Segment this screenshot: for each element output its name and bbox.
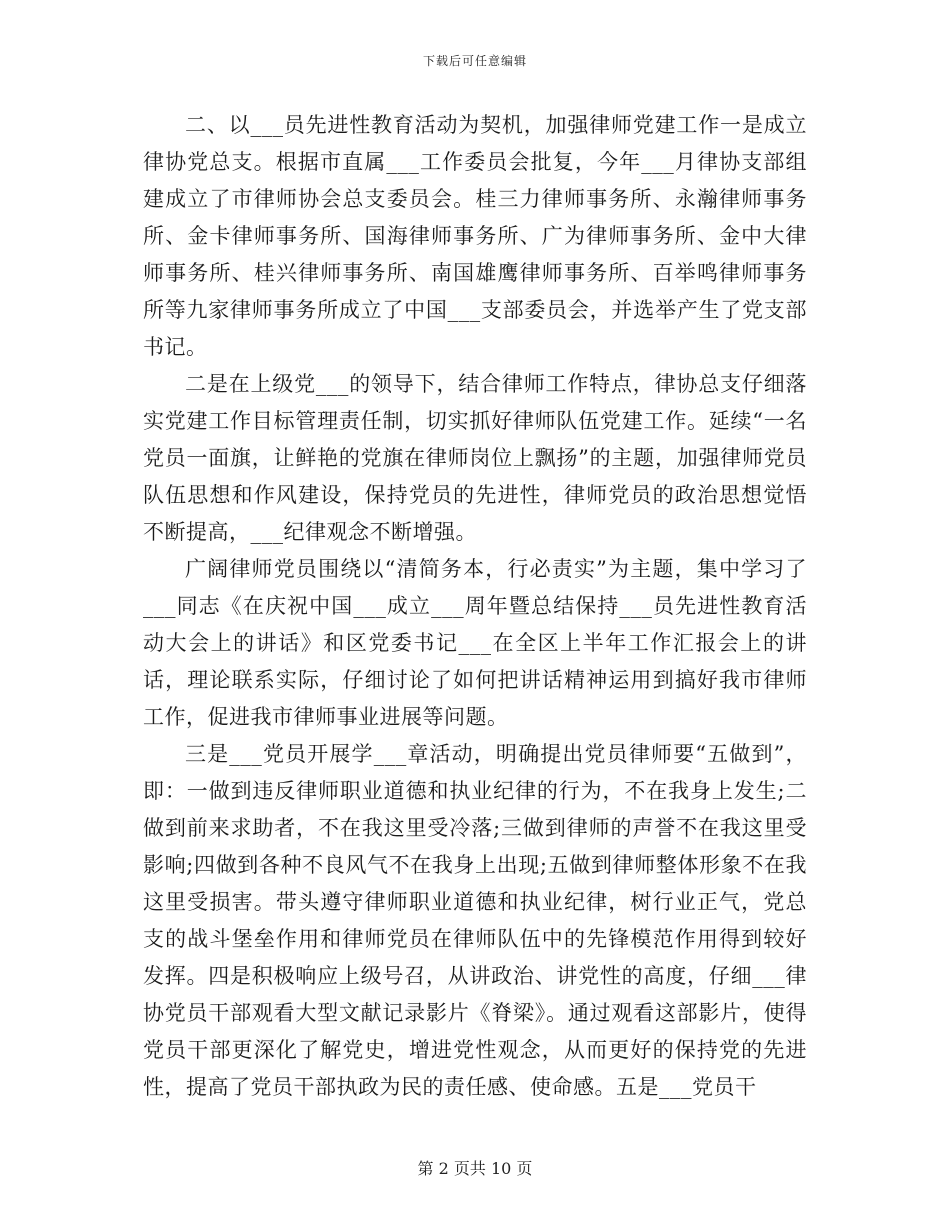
paragraph-1: 二、以___员先进性教育活动为契机，加强律师党建工作一是成立律协党总支。根据市直属___工作委员会批复，今年___月律协支部组建成立了市律师协会总支委员会。桂三力律师事务所、永瀚律师事务所、金卡律师事务所、国海律师事务所、广为律师事务所、金中大律师事务所、桂兴律师事务所、南国雄鹰律师事务所、百举鸣律师事务所等九家律师事务所成立了中国___支部委员会，并选举产生了党支部书记。	[143, 113, 807, 359]
paragraph-4: 三是___党员开展学___章活动，明确提出党员律师要“五做到”，即：一做到违反律师职业道德和执业纪律的行为，不在我身上发生;二做到前来求助者，不在我这里受冷落;三做到律师的声誉不在我这里受影响;四做到各种不良风气不在我身上出现;五做到律师整体形象不在我这里受损害。带头遵守律师职业道德和执业纪律，树行业正气，党总支的战斗堡垒作用和律师党员在律师队伍中的先锋模范作用得到较好发挥。四是积极响应上级号召，从讲政治、讲党性的高度，仔细___律协党员干部观看大型文献记录影片《脊梁》。通过观看这部影片，使得党员干部更深化了解党史，增进党性观念，从而更好的保持党的先进性，提高了党员干部执政为民的责任感、使命感。五是___党员干	[143, 742, 807, 1099]
page-header: 下载后可任意编辑	[422, 54, 527, 68]
paragraph-2: 二是在上级党___的领导下，结合律师工作特点，律协总支仔细落实党建工作目标管理责任制，切实抓好律师队伍党建工作。延续“一名党员一面旗，让鲜艳的党旗在律师岗位上飘扬”的主题，加强律师党员队伍思想和作风建设，保持党员的先进性，律师党员的政治思想觉悟不断提高，___纪律观念不断增强。	[143, 372, 807, 544]
page-footer: 第 2 页共 10 页	[417, 1159, 533, 1178]
paragraph-3: 广阔律师党员围绕以“清简务本，行必责实”为主题，集中学习了___同志《在庆祝中国___成立___周年暨总结保持___员先进性教育活动大会上的讲话》和区党委书记___在全区上半年工作汇报会上的讲话，理论联系实际，仔细讨论了如何把讲话精神运用到搞好我市律师工作，促进我市律师事业进展等问题。	[143, 557, 807, 729]
document-body	[143, 107, 807, 1106]
